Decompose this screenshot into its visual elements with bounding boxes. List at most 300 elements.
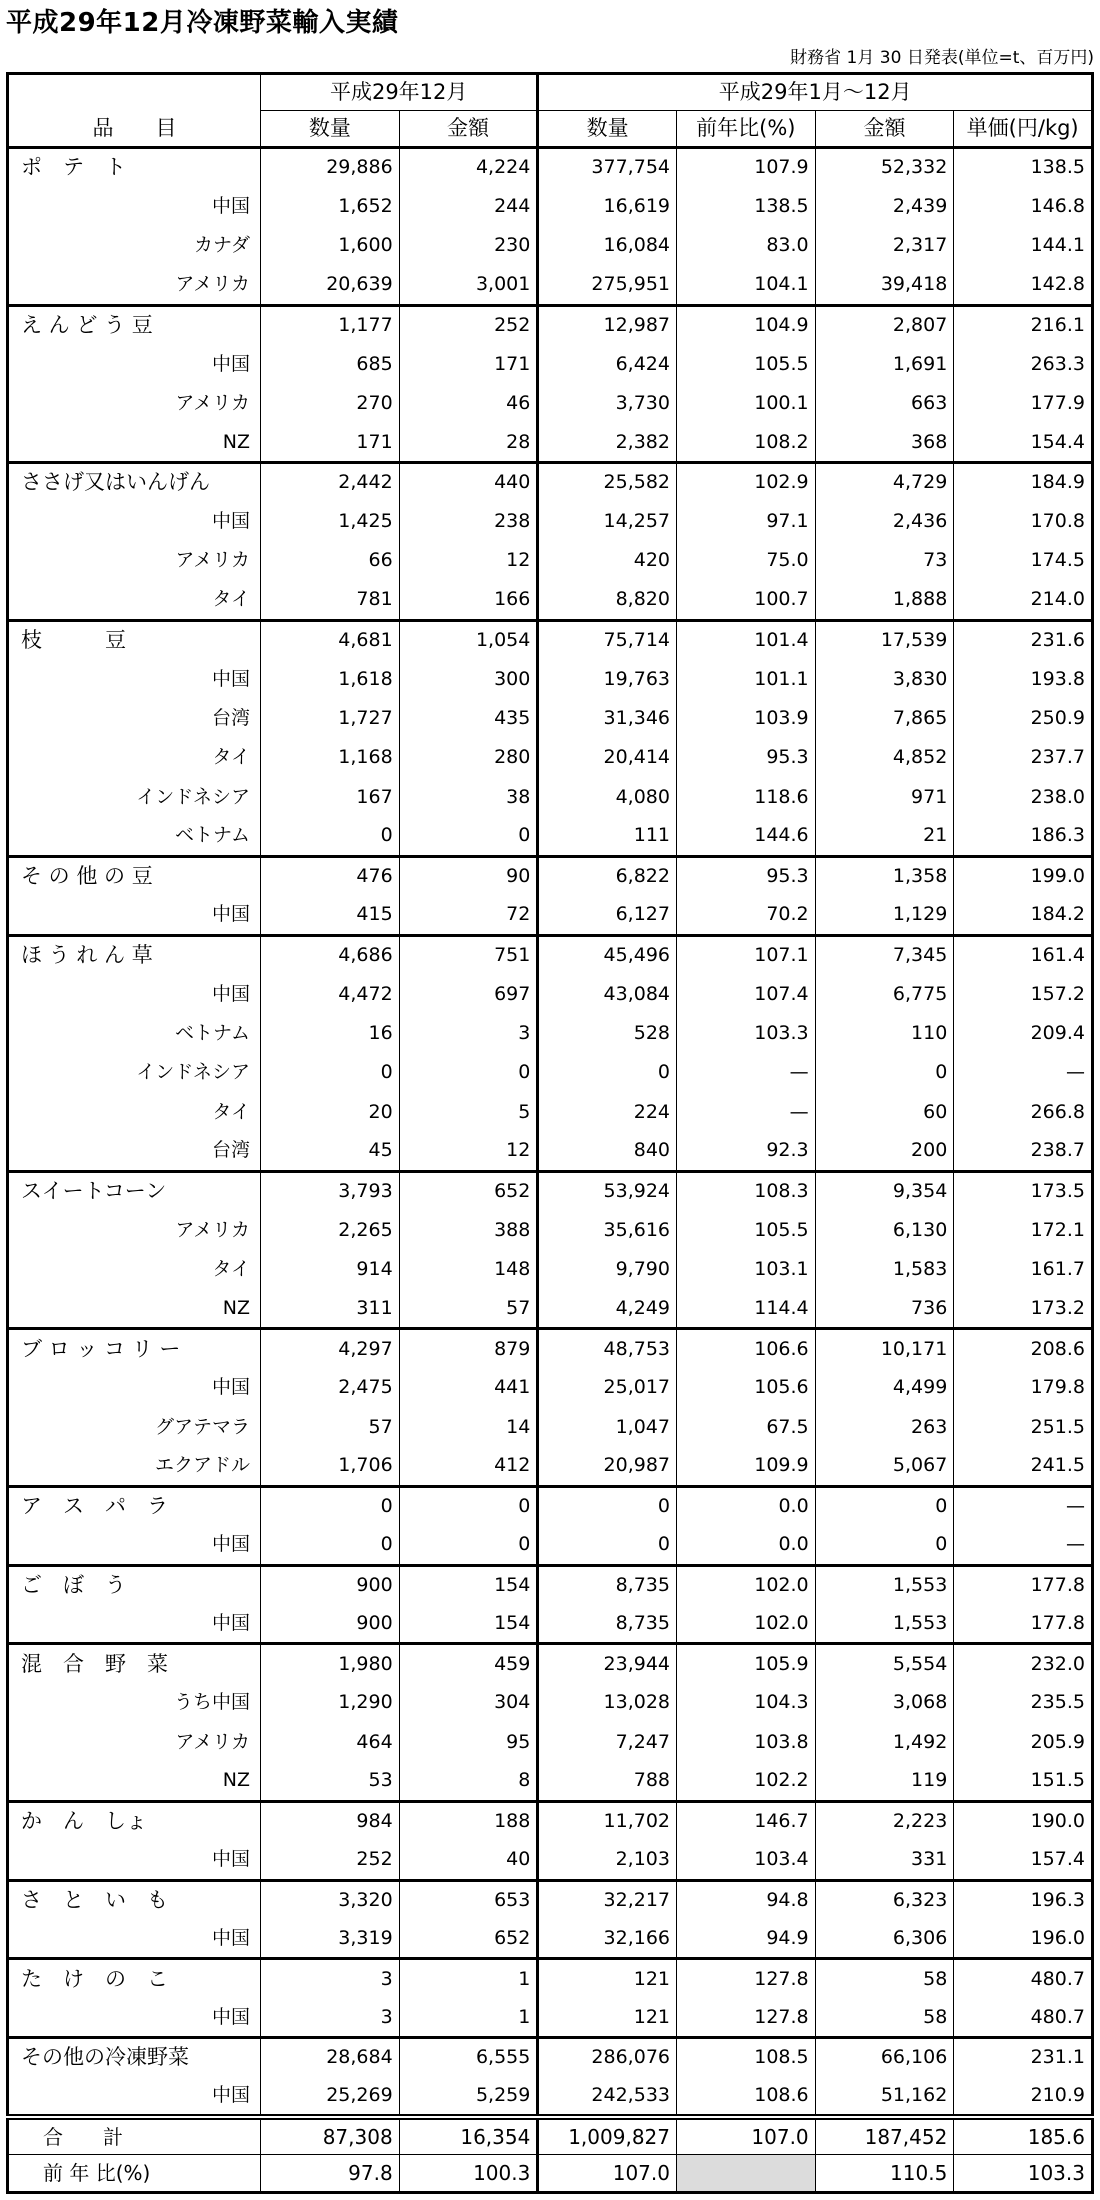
cell-month-amount: 12 <box>399 1132 538 1171</box>
cell-month-qty: 4,472 <box>261 974 400 1013</box>
cell-unit-price: 179.8 <box>954 1368 1093 1407</box>
cell-month-qty: 1,727 <box>261 699 400 738</box>
item-name: ア ス パ ラ <box>8 1486 261 1525</box>
cell-month-qty: 914 <box>261 1250 400 1289</box>
cell-ytd-amount: 21 <box>815 817 954 856</box>
item-name: スイートコーン <box>8 1171 261 1210</box>
col-header-ytd-qty: 数量 <box>538 111 677 148</box>
cell-month-amount: 304 <box>399 1683 538 1722</box>
country-name: 中国 <box>8 1526 261 1565</box>
cell-month-amount: 171 <box>399 344 538 383</box>
cell-unit-price: 231.1 <box>954 2038 1093 2077</box>
cell-ytd-yoy: 108.6 <box>677 2077 816 2117</box>
country-name: 台湾 <box>8 1132 261 1171</box>
item-row <box>8 1565 1093 1604</box>
cell-unit-price: 173.5 <box>954 1171 1093 1210</box>
cell-ytd-yoy: 103.9 <box>677 699 816 738</box>
cell-ytd-yoy: 103.1 <box>677 1250 816 1289</box>
cell-ytd-yoy: 101.1 <box>677 659 816 698</box>
cell-ytd-yoy: 144.6 <box>677 817 816 856</box>
item-name: た け の こ <box>8 1959 261 1998</box>
country-row <box>8 1841 1093 1880</box>
cell-month-qty: 28,684 <box>261 2038 400 2077</box>
country-name: タイ <box>8 1093 261 1132</box>
cell-month-amount: 154 <box>399 1565 538 1604</box>
cell-unit-price: 174.5 <box>954 541 1093 580</box>
cell-month-qty: 415 <box>261 896 400 935</box>
cell-ytd-amount: 200 <box>815 1132 954 1171</box>
cell-ytd-qty: 4,249 <box>538 1289 677 1328</box>
total-month-qty: 87,308 <box>261 2117 400 2155</box>
cell-ytd-qty: 11,702 <box>538 1801 677 1840</box>
country-row <box>8 1408 1093 1447</box>
cell-month-qty: 3,793 <box>261 1171 400 1210</box>
cell-ytd-qty: 20,414 <box>538 738 677 777</box>
country-row <box>8 1447 1093 1486</box>
cell-ytd-qty: 0 <box>538 1486 677 1525</box>
country-name: 中国 <box>8 187 261 226</box>
cell-ytd-yoy: 118.6 <box>677 778 816 817</box>
item-row <box>8 463 1093 502</box>
country-name: 中国 <box>8 344 261 383</box>
item-name: ご ぼ う <box>8 1565 261 1604</box>
yoy-label: 前 年 比(%) <box>8 2155 261 2193</box>
country-row <box>8 1683 1093 1722</box>
country-name: うち中国 <box>8 1683 261 1722</box>
item-name: ブ ロ ッ コ リ ー <box>8 1329 261 1368</box>
cell-unit-price: 237.7 <box>954 738 1093 777</box>
cell-month-qty: 900 <box>261 1565 400 1604</box>
cell-month-qty: 1,168 <box>261 738 400 777</box>
country-name: 中国 <box>8 896 261 935</box>
cell-month-qty: 4,686 <box>261 935 400 974</box>
cell-ytd-amount: 6,306 <box>815 1919 954 1958</box>
cell-ytd-amount: 7,345 <box>815 935 954 974</box>
country-row <box>8 541 1093 580</box>
cell-month-qty: 2,442 <box>261 463 400 502</box>
cell-unit-price: 170.8 <box>954 502 1093 541</box>
cell-ytd-amount: 2,807 <box>815 305 954 344</box>
country-name: 中国 <box>8 974 261 1013</box>
cell-ytd-amount: 663 <box>815 384 954 423</box>
cell-month-qty: 1,652 <box>261 187 400 226</box>
cell-ytd-amount: 0 <box>815 1526 954 1565</box>
cell-ytd-qty: 528 <box>538 1014 677 1053</box>
cell-ytd-yoy: 105.5 <box>677 1211 816 1250</box>
cell-month-amount: 440 <box>399 463 538 502</box>
cell-month-qty: 685 <box>261 344 400 383</box>
cell-unit-price: 144.1 <box>954 226 1093 265</box>
cell-month-qty: 0 <box>261 817 400 856</box>
total-ytd-amount: 187,452 <box>815 2117 954 2155</box>
cell-ytd-qty: 420 <box>538 541 677 580</box>
cell-month-qty: 3,319 <box>261 1919 400 1958</box>
cell-month-amount: 697 <box>399 974 538 1013</box>
cell-ytd-yoy: 108.5 <box>677 2038 816 2077</box>
cell-month-amount: 0 <box>399 1486 538 1525</box>
country-name: ベトナム <box>8 817 261 856</box>
cell-ytd-amount: 1,553 <box>815 1565 954 1604</box>
cell-ytd-yoy: 0.0 <box>677 1486 816 1525</box>
cell-month-qty: 16 <box>261 1014 400 1053</box>
country-name: NZ <box>8 423 261 462</box>
cell-ytd-qty: 286,076 <box>538 2038 677 2077</box>
cell-ytd-yoy: 95.3 <box>677 738 816 777</box>
cell-ytd-amount: 10,171 <box>815 1329 954 1368</box>
item-row <box>8 1486 1093 1525</box>
col-header-ytd-yoy: 前年比(%) <box>677 111 816 148</box>
cell-ytd-yoy: 100.7 <box>677 581 816 620</box>
cell-ytd-qty: 32,217 <box>538 1880 677 1919</box>
country-row <box>8 1250 1093 1289</box>
country-name: タイ <box>8 738 261 777</box>
cell-month-qty: 2,265 <box>261 1211 400 1250</box>
period-month-header: 平成29年12月 <box>261 74 538 111</box>
cell-month-amount: 6,555 <box>399 2038 538 2077</box>
item-row <box>8 1171 1093 1210</box>
cell-month-amount: 412 <box>399 1447 538 1486</box>
cell-ytd-qty: 9,790 <box>538 1250 677 1289</box>
cell-month-qty: 781 <box>261 581 400 620</box>
country-row <box>8 1723 1093 1762</box>
cell-month-amount: 435 <box>399 699 538 738</box>
country-name: アメリカ <box>8 1211 261 1250</box>
cell-ytd-amount: 2,317 <box>815 226 954 265</box>
cell-unit-price: 216.1 <box>954 305 1093 344</box>
cell-unit-price: 209.4 <box>954 1014 1093 1053</box>
item-header-top <box>8 74 261 111</box>
cell-unit-price: 263.3 <box>954 344 1093 383</box>
country-name: 中国 <box>8 1998 261 2037</box>
country-name: グアテマラ <box>8 1408 261 1447</box>
cell-unit-price: 186.3 <box>954 817 1093 856</box>
country-name: 中国 <box>8 1919 261 1958</box>
yoy-ytd-amount: 110.5 <box>815 2155 954 2193</box>
cell-month-amount: 0 <box>399 1526 538 1565</box>
item-row <box>8 305 1093 344</box>
cell-month-amount: 28 <box>399 423 538 462</box>
cell-unit-price: — <box>954 1486 1093 1525</box>
cell-ytd-yoy: 104.9 <box>677 305 816 344</box>
country-name: 台湾 <box>8 699 261 738</box>
country-name: NZ <box>8 1762 261 1801</box>
country-name: 中国 <box>8 2077 261 2117</box>
cell-month-amount: 252 <box>399 305 538 344</box>
cell-month-amount: 441 <box>399 1368 538 1407</box>
cell-ytd-qty: 6,424 <box>538 344 677 383</box>
cell-unit-price: 238.7 <box>954 1132 1093 1171</box>
cell-ytd-yoy: 109.9 <box>677 1447 816 1486</box>
country-name: アメリカ <box>8 541 261 580</box>
cell-unit-price: 250.9 <box>954 699 1093 738</box>
yoy-month-qty: 97.8 <box>261 2155 400 2193</box>
cell-month-amount: 12 <box>399 541 538 580</box>
total-ytd-yoy: 107.0 <box>677 2117 816 2155</box>
item-name: 混 合 野 菜 <box>8 1644 261 1683</box>
country-name: 中国 <box>8 659 261 698</box>
cell-month-amount: 280 <box>399 738 538 777</box>
country-row <box>8 1014 1093 1053</box>
cell-ytd-yoy: 94.8 <box>677 1880 816 1919</box>
cell-ytd-qty: 35,616 <box>538 1211 677 1250</box>
cell-ytd-yoy: 102.0 <box>677 1565 816 1604</box>
cell-ytd-qty: 224 <box>538 1093 677 1132</box>
cell-ytd-amount: 0 <box>815 1053 954 1092</box>
cell-ytd-amount: 6,323 <box>815 1880 954 1919</box>
cell-month-qty: 270 <box>261 384 400 423</box>
country-row <box>8 226 1093 265</box>
country-row <box>8 344 1093 383</box>
publisher-note: 財務省 1月 30 日発表(単位=t、百万円) <box>790 48 1094 68</box>
cell-ytd-amount: 1,888 <box>815 581 954 620</box>
cell-ytd-amount: 4,729 <box>815 463 954 502</box>
cell-month-amount: 14 <box>399 1408 538 1447</box>
cell-ytd-yoy: 83.0 <box>677 226 816 265</box>
country-row <box>8 817 1093 856</box>
cell-unit-price: 210.9 <box>954 2077 1093 2117</box>
cell-ytd-qty: 121 <box>538 1998 677 2037</box>
cell-month-amount: 5,259 <box>399 2077 538 2117</box>
country-row <box>8 581 1093 620</box>
item-name: え ん ど う 豆 <box>8 305 261 344</box>
country-row <box>8 1368 1093 1407</box>
cell-ytd-yoy: — <box>677 1053 816 1092</box>
country-name: エクアドル <box>8 1447 261 1486</box>
country-row <box>8 896 1093 935</box>
cell-month-amount: 90 <box>399 856 538 895</box>
yoy-ytd-qty: 107.0 <box>538 2155 677 2193</box>
cell-ytd-yoy: 100.1 <box>677 384 816 423</box>
cell-ytd-amount: 119 <box>815 1762 954 1801</box>
item-row <box>8 2038 1093 2077</box>
country-row <box>8 1526 1093 1565</box>
cell-month-amount: 0 <box>399 1053 538 1092</box>
cell-ytd-yoy: 92.3 <box>677 1132 816 1171</box>
item-row <box>8 620 1093 659</box>
cell-ytd-yoy: 127.8 <box>677 1959 816 1998</box>
cell-unit-price: 266.8 <box>954 1093 1093 1132</box>
col-header-month-amount: 金額 <box>399 111 538 148</box>
country-row <box>8 1132 1093 1171</box>
cell-ytd-yoy: 114.4 <box>677 1289 816 1328</box>
cell-month-qty: 0 <box>261 1526 400 1565</box>
yoy-ytd-yoy-blank <box>677 2155 816 2193</box>
cell-ytd-amount: 9,354 <box>815 1171 954 1210</box>
cell-ytd-amount: 5,554 <box>815 1644 954 1683</box>
cell-month-qty: 20 <box>261 1093 400 1132</box>
country-name: アメリカ <box>8 384 261 423</box>
cell-ytd-yoy: 108.3 <box>677 1171 816 1210</box>
cell-ytd-qty: 13,028 <box>538 1683 677 1722</box>
cell-month-qty: 1,290 <box>261 1683 400 1722</box>
item-row <box>8 1329 1093 1368</box>
country-row <box>8 659 1093 698</box>
item-name: ポ テ ト <box>8 148 261 187</box>
cell-month-amount: 751 <box>399 935 538 974</box>
cell-ytd-qty: 12,987 <box>538 305 677 344</box>
cell-month-qty: 0 <box>261 1053 400 1092</box>
cell-month-amount: 1,054 <box>399 620 538 659</box>
cell-month-qty: 1,600 <box>261 226 400 265</box>
item-name: さ と い も <box>8 1880 261 1919</box>
country-row <box>8 1289 1093 1328</box>
total-month-amount: 16,354 <box>399 2117 538 2155</box>
cell-ytd-qty: 6,822 <box>538 856 677 895</box>
cell-unit-price: 193.8 <box>954 659 1093 698</box>
cell-ytd-qty: 4,080 <box>538 778 677 817</box>
cell-ytd-yoy: 103.3 <box>677 1014 816 1053</box>
cell-ytd-qty: 23,944 <box>538 1644 677 1683</box>
col-header-ytd-amount: 金額 <box>815 111 954 148</box>
cell-ytd-yoy: 104.3 <box>677 1683 816 1722</box>
item-row <box>8 856 1093 895</box>
country-row <box>8 1604 1093 1643</box>
cell-unit-price: 231.6 <box>954 620 1093 659</box>
item-name: そ の 他 の 豆 <box>8 856 261 895</box>
cell-ytd-qty: 2,382 <box>538 423 677 462</box>
cell-month-amount: 5 <box>399 1093 538 1132</box>
cell-month-amount: 3 <box>399 1014 538 1053</box>
cell-ytd-yoy: 97.1 <box>677 502 816 541</box>
cell-ytd-qty: 25,017 <box>538 1368 677 1407</box>
cell-unit-price: — <box>954 1526 1093 1565</box>
import-table <box>6 72 1094 2194</box>
cell-ytd-qty: 7,247 <box>538 1723 677 1762</box>
cell-month-amount: 148 <box>399 1250 538 1289</box>
cell-ytd-amount: 51,162 <box>815 2077 954 2117</box>
cell-ytd-amount: 2,439 <box>815 187 954 226</box>
cell-ytd-yoy: 94.9 <box>677 1919 816 1958</box>
country-row <box>8 2077 1093 2117</box>
cell-unit-price: 177.8 <box>954 1565 1093 1604</box>
country-name: タイ <box>8 581 261 620</box>
cell-ytd-yoy: 108.2 <box>677 423 816 462</box>
cell-month-qty: 66 <box>261 541 400 580</box>
page-title: 平成29年12月冷凍野菜輸入実績 <box>6 8 399 38</box>
cell-ytd-qty: 14,257 <box>538 502 677 541</box>
table-body <box>8 148 1093 2117</box>
cell-ytd-qty: 75,714 <box>538 620 677 659</box>
country-row <box>8 502 1093 541</box>
cell-ytd-amount: 52,332 <box>815 148 954 187</box>
col-header-unit-price: 単価(円/kg) <box>954 111 1093 148</box>
cell-ytd-qty: 121 <box>538 1959 677 1998</box>
cell-ytd-qty: 45,496 <box>538 935 677 974</box>
country-row <box>8 1762 1093 1801</box>
cell-month-amount: 154 <box>399 1604 538 1643</box>
cell-ytd-yoy: 95.3 <box>677 856 816 895</box>
country-name: カナダ <box>8 226 261 265</box>
cell-month-amount: 459 <box>399 1644 538 1683</box>
cell-month-qty: 900 <box>261 1604 400 1643</box>
cell-ytd-yoy: 107.9 <box>677 148 816 187</box>
country-row <box>8 1919 1093 1958</box>
cell-ytd-yoy: — <box>677 1093 816 1132</box>
cell-month-amount: 388 <box>399 1211 538 1250</box>
country-row <box>8 1053 1093 1092</box>
cell-month-amount: 238 <box>399 502 538 541</box>
item-row <box>8 1801 1093 1840</box>
cell-ytd-yoy: 102.9 <box>677 463 816 502</box>
cell-ytd-yoy: 127.8 <box>677 1998 816 2037</box>
cell-ytd-qty: 31,346 <box>538 699 677 738</box>
cell-month-qty: 25,269 <box>261 2077 400 2117</box>
cell-ytd-amount: 6,130 <box>815 1211 954 1250</box>
cell-ytd-yoy: 104.1 <box>677 266 816 305</box>
cell-unit-price: 177.9 <box>954 384 1093 423</box>
cell-unit-price: 480.7 <box>954 1998 1093 2037</box>
country-name: インドネシア <box>8 1053 261 1092</box>
cell-unit-price: 161.4 <box>954 935 1093 974</box>
cell-ytd-qty: 19,763 <box>538 659 677 698</box>
cell-unit-price: 241.5 <box>954 1447 1093 1486</box>
cell-unit-price: 190.0 <box>954 1801 1093 1840</box>
cell-month-qty: 1,177 <box>261 305 400 344</box>
item-row <box>8 1644 1093 1683</box>
cell-month-amount: 166 <box>399 581 538 620</box>
country-row <box>8 778 1093 817</box>
cell-ytd-yoy: 0.0 <box>677 1526 816 1565</box>
cell-month-amount: 46 <box>399 384 538 423</box>
cell-ytd-amount: 39,418 <box>815 266 954 305</box>
yoy-month-amount: 100.3 <box>399 2155 538 2193</box>
cell-unit-price: 235.5 <box>954 1683 1093 1722</box>
cell-unit-price: 238.0 <box>954 778 1093 817</box>
country-name: 中国 <box>8 1841 261 1880</box>
cell-ytd-amount: 4,852 <box>815 738 954 777</box>
country-row <box>8 266 1093 305</box>
country-name: 中国 <box>8 1368 261 1407</box>
cell-ytd-qty: 25,582 <box>538 463 677 502</box>
country-row <box>8 423 1093 462</box>
cell-unit-price: 205.9 <box>954 1723 1093 1762</box>
cell-ytd-yoy: 146.7 <box>677 1801 816 1840</box>
cell-unit-price: 232.0 <box>954 1644 1093 1683</box>
cell-month-qty: 1,706 <box>261 1447 400 1486</box>
country-name: ベトナム <box>8 1014 261 1053</box>
country-row <box>8 974 1093 1013</box>
item-row <box>8 1880 1093 1919</box>
cell-month-qty: 984 <box>261 1801 400 1840</box>
item-name: か ん しょ <box>8 1801 261 1840</box>
cell-ytd-amount: 1,358 <box>815 856 954 895</box>
cell-unit-price: 480.7 <box>954 1959 1093 1998</box>
cell-month-amount: 57 <box>399 1289 538 1328</box>
cell-month-qty: 45 <box>261 1132 400 1171</box>
cell-month-amount: 4,224 <box>399 148 538 187</box>
cell-month-amount: 652 <box>399 1171 538 1210</box>
item-row <box>8 148 1093 187</box>
country-row <box>8 187 1093 226</box>
cell-ytd-qty: 111 <box>538 817 677 856</box>
cell-ytd-yoy: 138.5 <box>677 187 816 226</box>
country-row <box>8 738 1093 777</box>
country-row <box>8 1998 1093 2037</box>
cell-month-qty: 4,297 <box>261 1329 400 1368</box>
cell-ytd-qty: 32,166 <box>538 1919 677 1958</box>
country-row <box>8 1093 1093 1132</box>
cell-unit-price: 151.5 <box>954 1762 1093 1801</box>
cell-ytd-qty: 20,987 <box>538 1447 677 1486</box>
item-row <box>8 935 1093 974</box>
cell-month-qty: 2,475 <box>261 1368 400 1407</box>
total-row <box>8 2117 1093 2155</box>
cell-ytd-yoy: 107.4 <box>677 974 816 1013</box>
cell-ytd-yoy: 105.5 <box>677 344 816 383</box>
cell-month-qty: 3 <box>261 1959 400 1998</box>
cell-ytd-yoy: 103.4 <box>677 1841 816 1880</box>
period-ytd-header: 平成29年1月〜12月 <box>538 74 1093 111</box>
